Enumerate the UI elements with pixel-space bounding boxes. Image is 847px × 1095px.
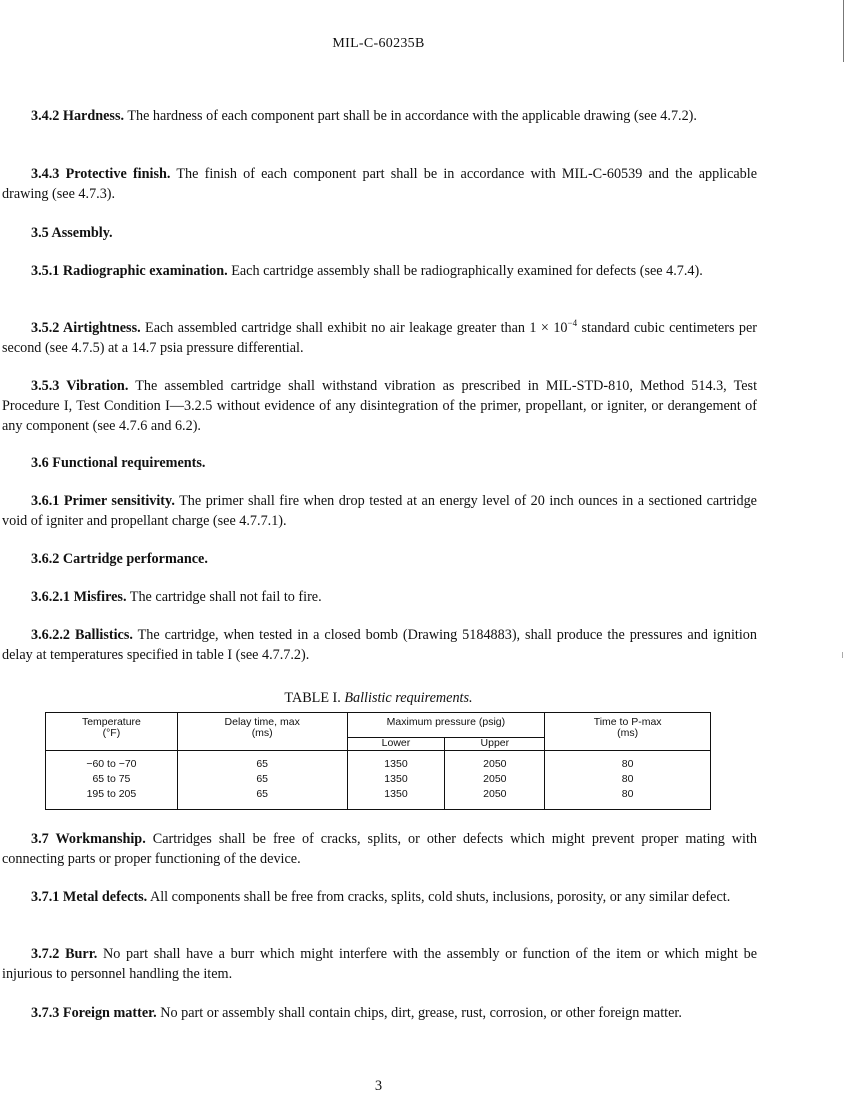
cell-time: 80 — [545, 757, 711, 772]
paragraph-3-6 — [2, 453, 757, 473]
section-number: 3.4.2 — [31, 108, 60, 124]
section-body: The finish of each component part shall be in accordance with MIL-C-60539 and the applicable drawing (see 4.7.3). — [2, 166, 758, 202]
header-unit: (ms) — [251, 727, 273, 739]
table-row — [46, 757, 711, 772]
cell-lower: 1350 — [347, 757, 445, 772]
section-body: Each assembled cartridge shall exhibit no air leakage greater than 1 × 10 — [145, 320, 568, 336]
cell-upper: 2050 — [445, 757, 545, 772]
page-edge-rule — [843, 0, 844, 62]
section-number: 3.5.3 — [31, 378, 60, 394]
section-body: All components shall be free from cracks, splits, cold shuts, inclusions, porosity, or any similar defect. — [149, 889, 731, 905]
section-body: The assembled cartridge shall withstand vibration as prescribed in MIL-STD-810, Method 514.3, Test Procedure I, Test Condition I—3.2.5 without evidence of any disintegration of the primer, propellant, or igniter, or derangement of any component (see 4.7.6 and 6.2). — [2, 378, 758, 434]
paragraph-3-5 — [2, 223, 757, 243]
section-heading: Metal defects. — [62, 889, 148, 905]
header-label: Delay time, max — [224, 716, 300, 728]
section-heading: Airtightness. — [63, 320, 141, 336]
header-label: Temperature — [81, 716, 141, 728]
header-unit: (ms) — [617, 727, 639, 739]
col-header-pressure: Maximum pressure (psig) — [347, 713, 545, 738]
section-number: 3.7.1 — [31, 889, 60, 905]
section-heading: Burr. — [65, 946, 98, 962]
section-heading: Vibration. — [66, 378, 129, 394]
cell-delay: 65 — [177, 757, 347, 772]
section-heading: Assembly. — [51, 225, 113, 241]
paragraph-3-5-2 — [2, 318, 757, 358]
section-body: The cartridge, when tested in a closed bomb (Drawing 5184883), shall produce the pressures and ignition delay at temperatures specified in table I (see 4.7.7.2). — [2, 627, 757, 663]
cell-temperature: −60 to −70 — [46, 757, 178, 772]
table-row — [46, 772, 711, 787]
col-header-time — [545, 713, 711, 751]
col-header-delay — [177, 713, 347, 751]
section-heading: Foreign matter. — [62, 1005, 157, 1021]
cell-upper: 2050 — [445, 772, 545, 787]
col-header-temperature — [46, 713, 178, 751]
table-caption-prefix: TABLE I. — [284, 690, 341, 706]
section-heading: Hardness. — [62, 108, 125, 124]
section-body: No part or assembly shall contain chips, dirt, grease, rust, corrosion, or other foreign matter. — [160, 1005, 682, 1021]
header-unit: (°F) — [102, 727, 121, 739]
paragraph-3-7 — [2, 829, 757, 869]
paragraph-3-5-1 — [2, 261, 757, 281]
section-number: 3.5.2 — [31, 320, 60, 336]
section-heading: Ballistics. — [74, 627, 133, 643]
section-body: The hardness of each component part shall be in accordance with the applicable drawing (see 4.7.2). — [127, 108, 697, 124]
section-heading: Workmanship. — [55, 831, 146, 847]
paragraph-3-7-2 — [2, 944, 757, 984]
section-number: 3.5 — [31, 225, 49, 241]
page-number: 3 — [374, 1078, 383, 1094]
cell-time: 80 — [545, 772, 711, 787]
paragraph-3-4-2 — [2, 106, 757, 126]
section-body: The cartridge shall not fail to fire. — [129, 589, 322, 605]
cell-upper: 2050 — [445, 787, 545, 802]
cell-lower: 1350 — [347, 787, 445, 802]
ballistic-requirements-table — [45, 712, 711, 810]
paragraph-3-5-3 — [2, 376, 757, 436]
cell-time: 80 — [545, 787, 711, 802]
paragraph-3-7-3 — [2, 1003, 757, 1023]
paragraph-3-6-2-2 — [2, 625, 757, 665]
section-number: 3.6.2 — [31, 551, 60, 567]
section-number: 3.7 — [31, 831, 49, 847]
section-number: 3.4.3 — [31, 166, 60, 182]
cell-lower: 1350 — [347, 772, 445, 787]
paragraph-3-6-1 — [2, 491, 757, 531]
section-number: 3.7.3 — [31, 1005, 60, 1021]
col-header-lower: Lower — [347, 738, 445, 751]
section-heading: Protective finish. — [65, 166, 171, 182]
section-body: Each cartridge assembly shall be radiographically examined for defects (see 4.7.4). — [231, 263, 703, 279]
section-number: 3.6.1 — [31, 493, 60, 509]
section-number: 3.5.1 — [31, 263, 60, 279]
cell-temperature: 65 to 75 — [46, 772, 178, 787]
section-heading: Cartridge performance. — [62, 551, 208, 567]
table-caption-title: Ballistic requirements. — [344, 690, 473, 706]
paragraph-3-6-2 — [2, 549, 757, 569]
cell-temperature: 195 to 205 — [46, 787, 178, 802]
exponent: −4 — [567, 318, 578, 328]
section-body: The primer shall fire when drop tested at an energy level of 20 inch ounces in a sectioned cartridge void of igniter and propellant charge (see 4.7.7.1). — [2, 493, 757, 529]
section-body-cont: standard cubic centimeters per second (see 4.7.5) at a 14.7 psia pressure differential. — [2, 320, 757, 356]
section-number: 3.6.2.2 — [31, 627, 71, 643]
section-number: 3.6 — [31, 455, 49, 471]
section-heading: Radiographic examination. — [62, 263, 228, 279]
paragraph-3-7-1 — [2, 887, 757, 907]
section-body: No part shall have a burr which might interfere with the assembly or function of the item or which might be injurious to personnel handling the item. — [2, 946, 758, 982]
paragraph-3-6-2-1 — [2, 587, 757, 607]
margin-mark — [842, 652, 843, 658]
document-id-header: MIL-C-60235B — [332, 36, 425, 51]
cell-delay: 65 — [177, 772, 347, 787]
section-number: 3.7.2 — [31, 946, 60, 962]
paragraph-3-4-3 — [2, 164, 757, 204]
section-number: 3.6.2.1 — [31, 589, 71, 605]
section-heading: Misfires. — [73, 589, 127, 605]
col-header-upper: Upper — [445, 738, 545, 751]
section-heading: Primer sensitivity. — [63, 493, 175, 509]
table-caption — [0, 690, 757, 707]
header-label: Time to P-max — [593, 716, 662, 728]
section-heading: Functional requirements. — [52, 455, 206, 471]
section-body: Cartridges shall be free of cracks, splits, or other defects which might prevent proper mating with connecting parts or proper functioning of the device. — [2, 831, 757, 867]
cell-delay: 65 — [177, 787, 347, 802]
table-row — [46, 787, 711, 802]
